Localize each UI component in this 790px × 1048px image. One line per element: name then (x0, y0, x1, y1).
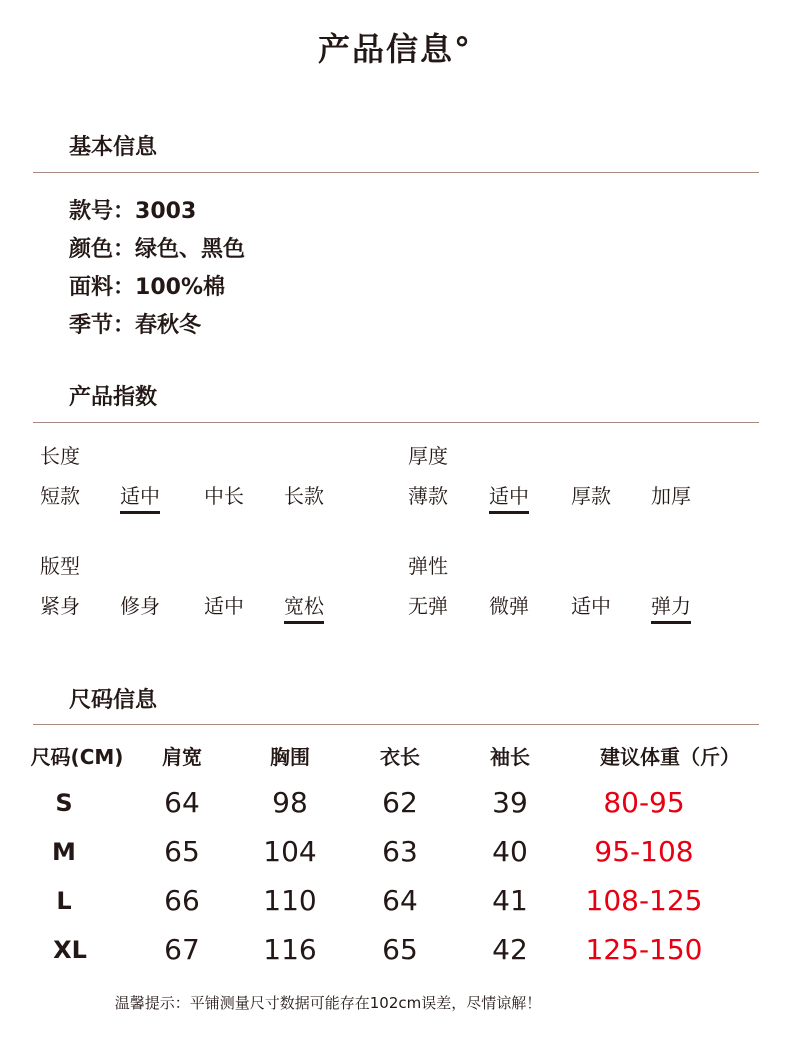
index-option: 厚款 (571, 484, 611, 508)
divider (33, 422, 759, 423)
index-option: 中长 (204, 484, 244, 508)
weight-cell: 80-95 (603, 786, 685, 819)
table-header: 建议体重（斤） (600, 745, 740, 769)
index-option-selected: 适中 (120, 480, 160, 514)
weight-cell: 108-125 (585, 884, 703, 917)
size-cell: M (52, 838, 76, 866)
index-option: 短款 (40, 484, 80, 508)
table-cell: 65 (382, 933, 418, 966)
info-line-style-no (69, 194, 196, 225)
measurement-note: 温馨提示：平铺测量尺寸数据可能存在102cm误差，尽情谅解！ (114, 994, 542, 1012)
info-key: 颜色： (69, 237, 136, 262)
table-cell: 104 (263, 835, 317, 868)
section-heading-basic: 基本信息 (69, 135, 158, 160)
table-cell: 62 (382, 786, 418, 819)
section-heading-indices: 产品指数 (69, 385, 158, 410)
index-option-selected: 适中 (489, 480, 529, 514)
size-cell: L (56, 887, 72, 915)
section-heading-size: 尺码信息 (69, 688, 158, 713)
info-line-fabric (69, 270, 225, 301)
index-option: 适中 (571, 594, 611, 618)
table-header: 尺码(CM) (30, 745, 124, 769)
divider (33, 724, 759, 725)
table-cell: 66 (164, 884, 200, 917)
info-value: 100%棉 (135, 275, 225, 300)
info-line-season (69, 308, 201, 339)
index-option-selected: 弹力 (651, 590, 691, 624)
info-key: 面料： (69, 275, 136, 300)
index-option: 薄款 (408, 484, 448, 508)
info-value: 3003 (135, 199, 197, 224)
size-cell: XL (53, 936, 87, 964)
table-cell: 41 (492, 884, 528, 917)
weight-cell: 125-150 (585, 933, 703, 966)
index-option: 紧身 (40, 594, 80, 618)
index-label-thickness: 厚度 (408, 444, 448, 468)
index-option: 修身 (120, 594, 160, 618)
table-cell: 64 (382, 884, 418, 917)
index-label-elasticity: 弹性 (408, 554, 448, 578)
table-header: 袖长 (490, 745, 530, 769)
page-title: 产品信息° (317, 30, 472, 68)
table-cell: 65 (164, 835, 200, 868)
index-option: 加厚 (651, 484, 691, 508)
table-cell: 40 (492, 835, 528, 868)
info-key: 季节： (69, 313, 136, 338)
info-value: 绿色、黑色 (135, 237, 246, 262)
table-cell: 116 (263, 933, 317, 966)
info-value: 春秋冬 (135, 313, 202, 338)
index-option-selected: 宽松 (284, 590, 324, 624)
table-header: 衣长 (380, 745, 420, 769)
index-label-fit: 版型 (40, 554, 80, 578)
index-label-length: 长度 (40, 444, 80, 468)
divider (33, 172, 759, 173)
table-header: 胸围 (270, 745, 310, 769)
index-option: 适中 (204, 594, 244, 618)
table-cell: 63 (382, 835, 418, 868)
weight-cell: 95-108 (594, 835, 694, 868)
info-line-color (69, 232, 245, 263)
size-cell: S (55, 789, 73, 817)
index-option: 无弹 (408, 594, 448, 618)
table-header: 肩宽 (162, 745, 202, 769)
table-cell: 39 (492, 786, 528, 819)
table-cell: 110 (263, 884, 317, 917)
index-option: 微弹 (489, 594, 529, 618)
index-option: 长款 (284, 484, 324, 508)
table-cell: 67 (164, 933, 200, 966)
table-cell: 42 (492, 933, 528, 966)
info-key: 款号： (69, 199, 136, 224)
table-cell: 64 (164, 786, 200, 819)
table-cell: 98 (272, 786, 308, 819)
